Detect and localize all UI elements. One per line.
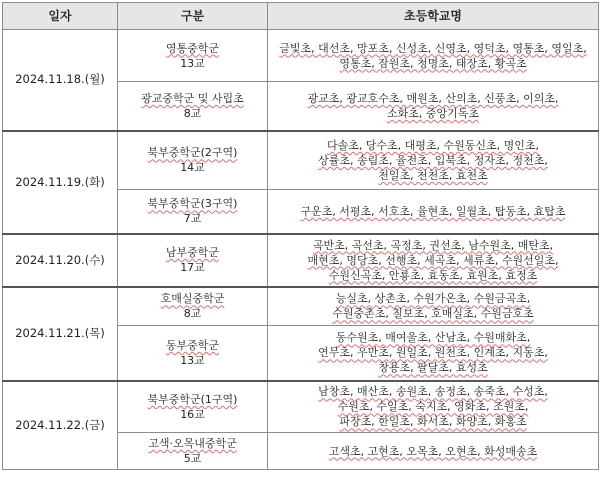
school-list-cell [268, 82, 599, 131]
district-name: 동부중학군 [165, 338, 220, 352]
school-count: 5교 [183, 452, 202, 465]
category-cell [118, 131, 268, 190]
header-date: 일자 [3, 3, 118, 30]
school-list-line: 영통초, 잠원초, 청명초, 태장초, 황곡초 [339, 56, 527, 70]
header-category: 구분 [118, 3, 268, 30]
school-list-cell [268, 287, 599, 326]
district-name: 북부중학군(1구역) [147, 392, 238, 406]
date-cell: 2024.11.21.(목) [3, 287, 118, 381]
school-list-line: 구운초, 서평초, 서호초, 율현초, 일월초, 탑동초, 효탑초 [300, 204, 566, 218]
table-row [3, 30, 599, 82]
category-cell [118, 287, 268, 326]
school-list-line: 동수원초, 매여울초, 산남초, 수원매화초, [335, 331, 531, 345]
header-row [3, 3, 599, 30]
school-list-cell [268, 131, 599, 190]
school-count: 8교 [183, 307, 202, 321]
school-list-line: 글빛초, 대선초, 망포초, 신성초, 신영초, 영덕초, 영통초, 영일초, [279, 41, 587, 55]
school-count: 16교 [180, 407, 205, 421]
school-list-line: 수원초, 수일초, 숙지초, 영화초, 조원초, [337, 400, 529, 414]
school-list-cell [268, 433, 599, 470]
district-name: 북부중학군(3구역) [147, 197, 238, 211]
date-cell: 2024.11.19.(화) [3, 131, 118, 234]
school-count: 13교 [180, 353, 205, 367]
table-row [3, 287, 599, 326]
date-cell: 2024.11.18.(월) [3, 30, 118, 131]
date-cell: 2024.11.20.(수) [3, 234, 118, 287]
table-row [3, 234, 599, 287]
district-name: 영통중학군 [165, 41, 220, 55]
school-count: 13교 [180, 56, 205, 70]
school-list-line: 다솔초, 당수초, 대평초, 수원동신초, 명인초, [326, 138, 540, 152]
school-list-line: 수원신곡초, 안룡초, 효동초, 효원초, 효정초 [328, 268, 538, 282]
school-list-line: 고색초, 고현초, 오목초, 오현초, 화성매송초 [328, 444, 538, 458]
school-list-line: 소화초, 중앙기독초 [386, 106, 479, 120]
header-schools: 초등학교명 [268, 3, 599, 30]
school-list-cell [268, 234, 599, 287]
category-cell [118, 326, 268, 381]
school-list-line: 상률초, 송림초, 율전초, 입북초, 정자초, 정천초, [318, 153, 548, 167]
school-list-line: 매현초, 명당초, 선행초, 세곡초, 세류초, 수원선일초, [307, 253, 559, 267]
category-cell [118, 30, 268, 82]
school-list-line: 남창초, 매산초, 송원초, 송정초, 송죽초, 수성초, [318, 385, 548, 399]
school-list-line: 천일초, 천천초, 효천초 [378, 168, 488, 182]
school-list-line: 수원중촌초, 칠보초, 호매실초, 수원금호초 [332, 307, 534, 321]
category-cell [118, 234, 268, 287]
school-count: 17교 [180, 261, 205, 274]
school-list-line: 창용초, 팔달초, 효성초 [378, 361, 488, 375]
category-cell [118, 381, 268, 433]
school-list-cell [268, 326, 599, 381]
school-count: 14교 [180, 161, 205, 175]
district-name: 고색·오목내중학군 [148, 437, 237, 450]
school-list-cell [268, 381, 599, 433]
category-cell [118, 82, 268, 131]
category-cell [118, 190, 268, 234]
school-list-line: 연무초, 우만초, 원일초, 원천초, 인계초, 지동초, [318, 346, 548, 360]
date-cell: 2024.11.22.(금) [3, 381, 118, 470]
school-count: 8교 [183, 106, 202, 120]
district-name: 북부중학군(2구역) [147, 146, 238, 160]
category-cell [118, 433, 268, 470]
district-name: 호매실중학군 [160, 292, 225, 306]
school-list-line: 광교초, 광교호수초, 매원초, 산의초, 신풍초, 이의초, [307, 91, 559, 105]
schedule-table [2, 2, 599, 470]
school-list-line: 능실초, 상촌초, 수원가온초, 수원금곡초, [335, 292, 531, 306]
table-row [3, 381, 599, 433]
school-list-line: 파장초, 한일초, 화서초, 화양초, 화홍초 [339, 415, 527, 429]
table-row [3, 131, 599, 190]
school-count: 7교 [183, 212, 202, 226]
school-list-line: 곡반초, 곡선초, 곡정초, 권선초, 남수원초, 매탄초, [312, 238, 554, 252]
school-list-cell [268, 30, 599, 82]
school-list-cell [268, 190, 599, 234]
district-name: 광교중학군 및 사립초 [141, 91, 244, 105]
district-name: 남부중학군 [165, 246, 220, 259]
